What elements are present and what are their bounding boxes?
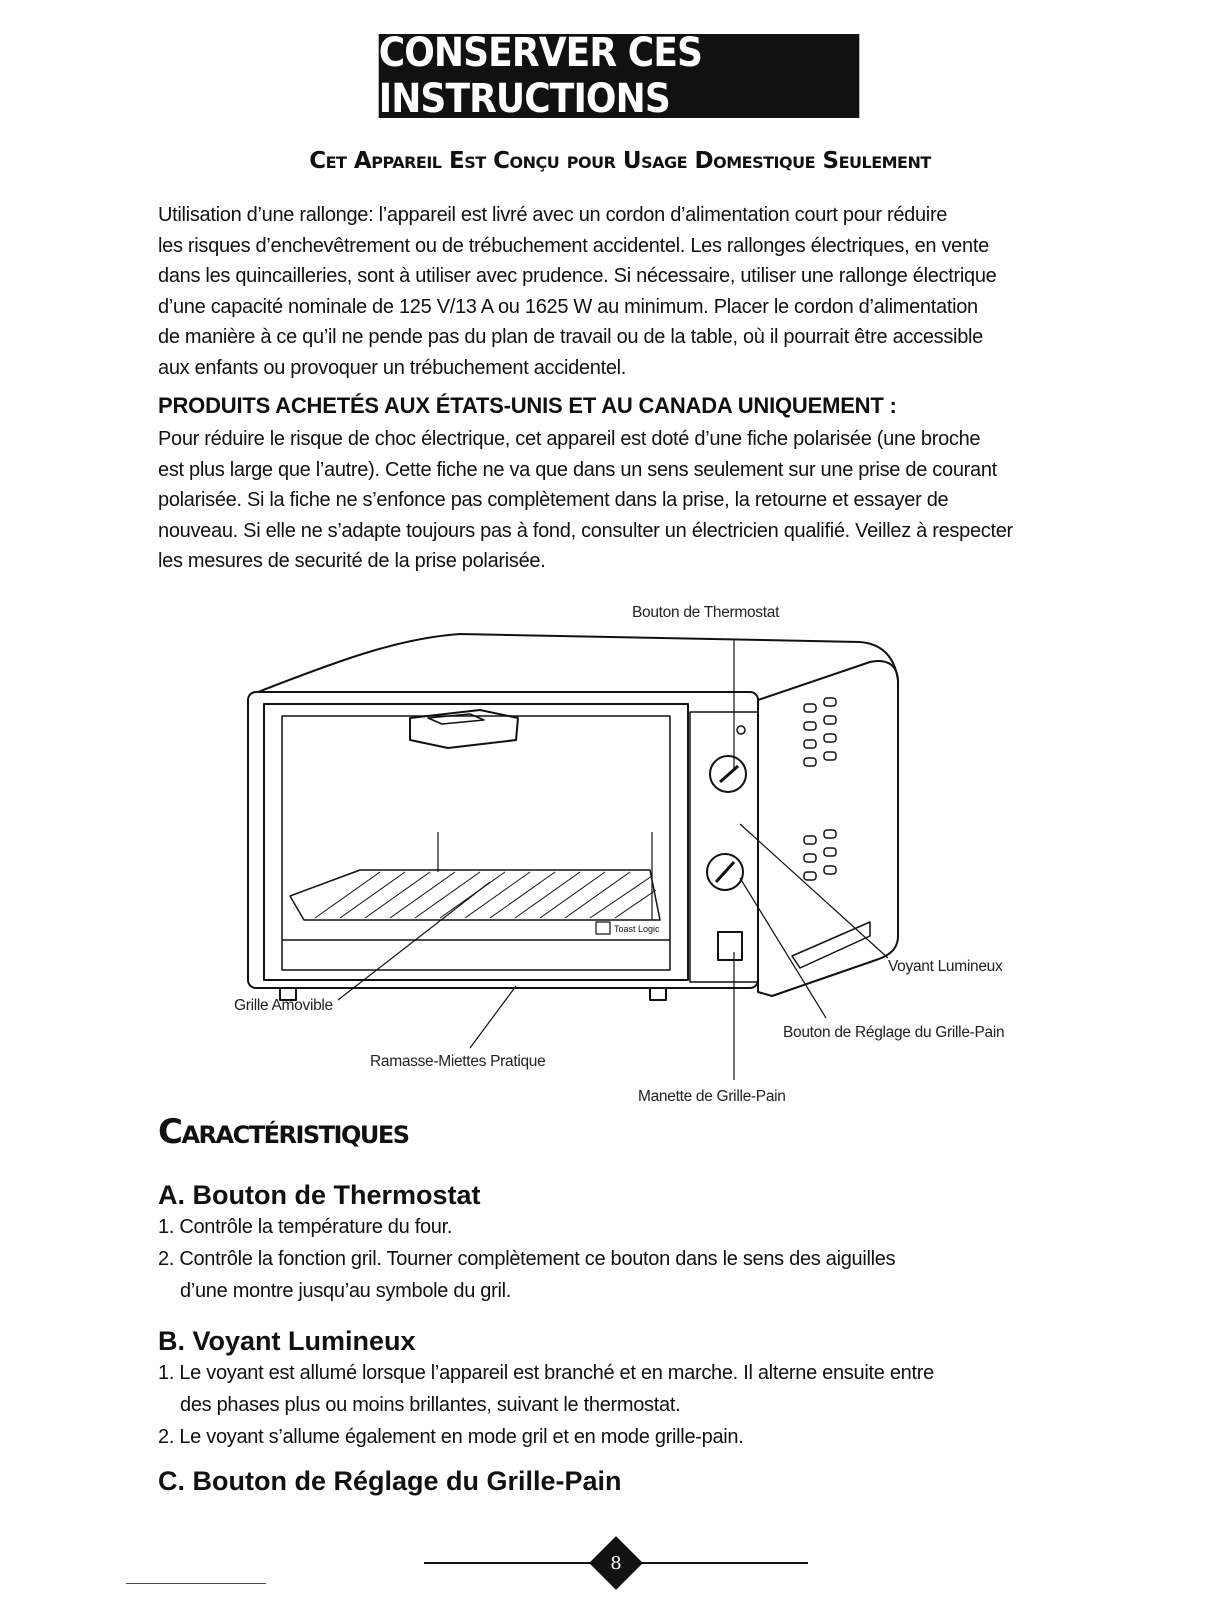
oven-side-panel	[758, 661, 898, 996]
callout-light: Voyant Lumineux	[888, 958, 1003, 975]
feature-b-heading: B. Voyant Lumineux	[158, 1326, 416, 1356]
feature-a-item: 2. Contrôle la fonction gril. Tourner complètement ce bouton dans le sens des aiguilles	[158, 1248, 896, 1270]
paragraph-line: dans les quincailleries, sont à utiliser avec prudence. Si nécessaire, utiliser une rallonge électrique	[158, 265, 997, 287]
leader-crumb-tray	[470, 986, 516, 1048]
feature-b-item: 1. Le voyant est allumé lorsque l’appareil est branché et en marche. Il alterne ensuite entre	[158, 1362, 934, 1384]
oven-window	[282, 716, 670, 970]
side-handle	[792, 922, 870, 968]
footer-rule-left	[424, 1562, 598, 1564]
paragraph-line: les mesures de securité de la prise polarisée.	[158, 550, 546, 572]
leader-toast-knob	[740, 878, 826, 1018]
page-number-badge	[589, 1536, 643, 1590]
feature-a-item: d’une montre jusqu’au symbole du gril.	[180, 1280, 512, 1302]
toast-lever	[718, 932, 742, 960]
oven-rack	[290, 870, 660, 920]
side-vents	[804, 698, 836, 880]
paragraph-line: nouveau. Si elle ne s’adapte toujours pas à fond, consulter un électricien qualifié. Veillez à respecter	[158, 519, 1013, 542]
control-panel	[690, 712, 758, 982]
paragraph-line: Utilisation d’une rallonge: l’appareil est livré avec un cordon d’alimentation court pour réduire	[158, 204, 948, 226]
feature-a-item: 1. Contrôle la température du four.	[158, 1216, 453, 1238]
feature-b-item: 2. Le voyant s’allume également en mode gril et en mode grille-pain.	[158, 1426, 744, 1448]
brand-logo-box	[596, 922, 610, 934]
polarized-plug-paragraph	[158, 424, 1078, 577]
paragraph-line: de manière à ce qu’il ne pende pas du plan de travail ou de la table, où il pourrait être accessible	[158, 326, 983, 348]
paragraph-line: est plus large que l’autre). Cette fiche ne va que dans un sens seulement sur une prise de courant	[158, 458, 997, 481]
paragraph-line: aux enfants ou provoquer un trébuchement accidentel.	[158, 356, 627, 379]
callout-thermostat: Bouton de Thermostat	[632, 604, 780, 621]
banner-title: CONSERVER CES INSTRUCTIONS	[378, 30, 703, 122]
callout-rack: Grille Amovible	[234, 997, 333, 1014]
feature-c-heading: C. Bouton de Réglage du Grille-Pain	[158, 1466, 622, 1496]
paragraph-line: polarisée. Si la fiche ne s’enfonce pas complètement dans la prise, la retourne et essayer de	[158, 489, 949, 511]
feature-a-heading: A. Bouton de Thermostat	[158, 1180, 481, 1210]
paragraph-line: Pour réduire le risque de choc électrique, cet appareil est doté d’une fiche polarisée (une broche	[158, 428, 981, 450]
polarized-plug-heading: PRODUITS ACHETÉS AUX ÉTATS-UNIS ET AU CANADA UNIQUEMENT :	[158, 393, 897, 418]
brand-logo-text: Toast Logic	[614, 924, 660, 934]
oven-foot	[650, 988, 666, 1000]
callout-crumb-tray: Ramasse-Miettes Pratique	[370, 1053, 546, 1070]
callout-lever: Manette de Grille-Pain	[638, 1088, 786, 1105]
oven-front-body	[248, 692, 758, 988]
toaster-oven-diagram	[220, 600, 1050, 1120]
page-number: 8	[610, 1552, 622, 1574]
instructions-banner	[378, 30, 860, 122]
extension-cord-paragraph	[158, 200, 1078, 383]
footer-rule-right	[634, 1562, 808, 1564]
feature-b-item: des phases plus ou moins brillantes, suivant le thermostat.	[180, 1394, 681, 1416]
features-title: Caractéristiques	[158, 1112, 409, 1152]
paragraph-line: les risques d’enchevêtrement ou de trébuchement accidentel. Les rallonges électriques, en vente	[158, 234, 989, 257]
household-use-subheading: Cet Appareil Est Conçu pour Usage Domestique Seulement	[309, 148, 931, 174]
toaster-oven-illustration	[220, 600, 1050, 1120]
indicator-light	[737, 726, 745, 734]
callout-toast-knob: Bouton de Réglage du Grille-Pain	[783, 1024, 1005, 1041]
leader-rack	[338, 882, 490, 1000]
paragraph-line: d’une capacité nominale de 125 V/13 A ou 1625 W au minimum. Placer le cordon d’alimentation	[158, 295, 978, 318]
oven-top-outline	[258, 634, 898, 692]
